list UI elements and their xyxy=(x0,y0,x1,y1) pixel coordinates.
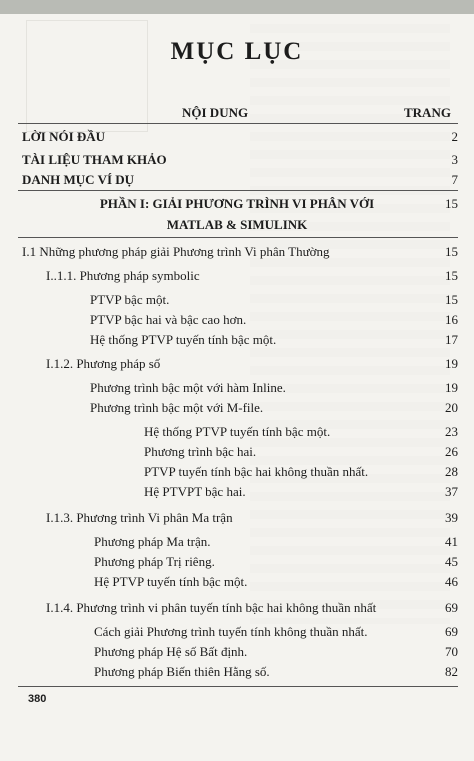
toc-page: 3 xyxy=(451,152,458,167)
toc-page: 15 xyxy=(445,292,458,307)
toc-entry: Phương trình bậc một với hàm Inline. xyxy=(90,380,286,395)
toc-entry-examples: DANH MỤC VÍ DỤ xyxy=(22,172,135,187)
toc-page: 41 xyxy=(445,534,458,549)
toc-entry: Hệ thống PTVP tuyến tính bậc một. xyxy=(90,332,277,347)
section-rule xyxy=(18,237,458,238)
toc-page: 69 xyxy=(445,600,458,615)
toc-page: 23 xyxy=(445,424,458,439)
toc-page: 7 xyxy=(451,172,458,187)
toc-page: 20 xyxy=(445,400,458,415)
toc-entry: I.1.4. Phương trình vi phân tuyến tính bậc hai không thuần nhất xyxy=(46,600,377,615)
toc-page: 37 xyxy=(445,484,458,499)
toc-page: 19 xyxy=(445,380,458,395)
page-number: 380 xyxy=(28,693,47,705)
toc-entry: PTVP bậc hai và bậc cao hơn. xyxy=(90,312,247,327)
toc-entry: Hệ PTVPT bậc hai. xyxy=(144,484,246,499)
toc-page: 69 xyxy=(445,624,458,639)
toc-entry: Phương pháp Trị riêng. xyxy=(94,554,215,569)
toc-entry-preface: LỜI NÓI ĐẦU xyxy=(22,129,106,144)
toc-entry-part-one-cont: MATLAB & SIMULINK xyxy=(166,217,308,232)
toc-entry: PTVP bậc một. xyxy=(90,292,170,307)
toc-entry: I.1 Những phương pháp giải Phương trình Vi phân Thường xyxy=(22,244,330,259)
toc-entry: Phương pháp Biến thiên Hằng số. xyxy=(94,664,270,679)
toc-entry: I.1.3. Phương trình Vi phân Ma trận xyxy=(46,510,233,525)
toc-page: 39 xyxy=(445,510,458,525)
toc-page: 82 xyxy=(445,664,458,679)
toc-page: 26 xyxy=(445,444,458,459)
toc-page: 45 xyxy=(445,554,458,569)
header-rule xyxy=(18,123,458,124)
toc-page: 28 xyxy=(445,464,458,479)
header-content: NỘI DUNG xyxy=(182,105,249,120)
toc-entry-references: TÀI LIỆU THAM KHẢO xyxy=(22,152,167,167)
toc-page: 16 xyxy=(445,312,458,327)
toc-entry: I..1.1. Phương pháp symbolic xyxy=(46,268,200,283)
toc-page: 17 xyxy=(445,332,458,347)
toc-page: 2 xyxy=(451,129,458,144)
toc-entry: Cách giải Phương trình tuyến tính không thuần nhất. xyxy=(94,624,368,639)
toc-page: 46 xyxy=(445,574,458,589)
toc-page: 15 xyxy=(445,268,458,283)
toc-entry: Hệ thống PTVP tuyến tính bậc một. xyxy=(144,424,331,439)
toc-entry: PTVP tuyến tính bậc hai không thuần nhất. xyxy=(144,464,369,479)
bleed-through-shadow xyxy=(26,20,148,132)
toc-entry: I.1.2. Phương pháp số xyxy=(46,356,161,371)
section-rule xyxy=(18,190,458,191)
toc-page: 19 xyxy=(445,356,458,371)
toc-entry: Phương trình bậc một với M-file. xyxy=(90,400,264,415)
toc-page: 70 xyxy=(445,644,458,659)
header-page: TRANG xyxy=(404,105,451,120)
toc-page: 15 xyxy=(445,196,458,211)
toc-page: 15 xyxy=(445,244,458,259)
bottom-rule xyxy=(18,686,458,687)
toc-entry-part-one: PHẦN I: GIẢI PHƯƠNG TRÌNH VI PHÂN VỚI xyxy=(99,196,375,211)
page-title: MỤC LỤC xyxy=(170,38,304,65)
toc-entry: Phương trình bậc hai. xyxy=(144,444,257,459)
running-header-bar xyxy=(0,0,474,14)
toc-entry: Phương pháp Hệ số Bất định. xyxy=(94,644,248,659)
toc-entry: Hệ PTVP tuyến tính bậc một. xyxy=(94,574,248,589)
toc-entry: Phương pháp Ma trận. xyxy=(94,534,211,549)
